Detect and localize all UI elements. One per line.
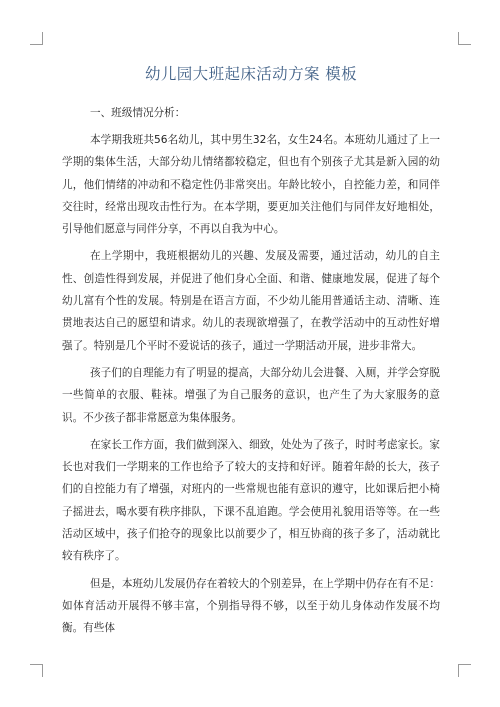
- paragraph-shortcomings: 但是，本班幼儿发展仍存在着较大的个别差异，在上学期中仍存在有不足：如体育活动开展得不够丰富，个别指导得不够，以至于幼儿身体动作发展不均衡。有些体: [62, 577, 440, 635]
- section-heading: 一、班级情况分析：: [90, 107, 186, 119]
- crop-mark-top-left: [30, 32, 43, 45]
- crop-mark-bottom-left: [30, 664, 43, 677]
- crop-mark-bottom-right: [458, 664, 471, 677]
- paragraph-self-care: 孩子们的自理能力有了明显的提高，大部分幼儿会进餐、入厕，并学会穿脱一些简单的衣服、鞋袜。增强了为自己服务的意识，也产生了为大家服务的意识。不少孩子都非常愿意为集体服务。: [62, 366, 440, 424]
- paragraph-parent-work: 在家长工作方面，我们做到深入、细致，处处为了孩子，时时考虑家长。家长也对我们一学期来的工作也给予了较大的支持和好评。随着年龄的长大，孩子们的自控能力有了增强，对班内的一些常规也能有意识的遵守，比如课后把小椅子摇进去，喝水要有秩序排队，下课不乱追跑。学会使用礼貌用语等等。在一些活动区域中，孩子们抢夺的现象比以前要少了，相互协商的孩子多了，活动就比较有秩序了。: [62, 438, 440, 563]
- document-title: 幼儿园大班起床活动方案 模板: [144, 65, 358, 83]
- paragraph-development: 在上学期中，我班根据幼儿的兴趣、发展及需要，通过活动，幼儿的自主性、创造性得到发展，并促进了他们身心全面、和谐、健康地发展，促进了每个幼儿富有个性的发展。特别是在语言方面，不少幼儿能用普通话主动、清晰、连贯地表达自己的愿望和请求。幼儿的表现欲增强了，在教学活动中的互动性好增强了。特别是几个平时不爱说话的孩子，通过一学期活动开展，进步非常大。: [62, 250, 440, 352]
- crop-mark-top-right: [458, 32, 471, 45]
- paragraph-class-size: 本学期我班共56名幼儿，其中男生32名，女生24名。本班幼儿通过了上一学期的集体生活，大部分幼儿情绪都较稳定，但也有个别孩子尤其是新入园的幼儿，他们情绪的冲动和不稳定性仍非常突出。年龄比较小，自控能力差，和同伴交往时，经常出现攻击性行为。在本学期，要更加关注他们与同伴友好地相处，引导他们愿意与同伴分享，不再以自我为中心。: [62, 134, 440, 236]
- document-page: [62, 62, 440, 702]
